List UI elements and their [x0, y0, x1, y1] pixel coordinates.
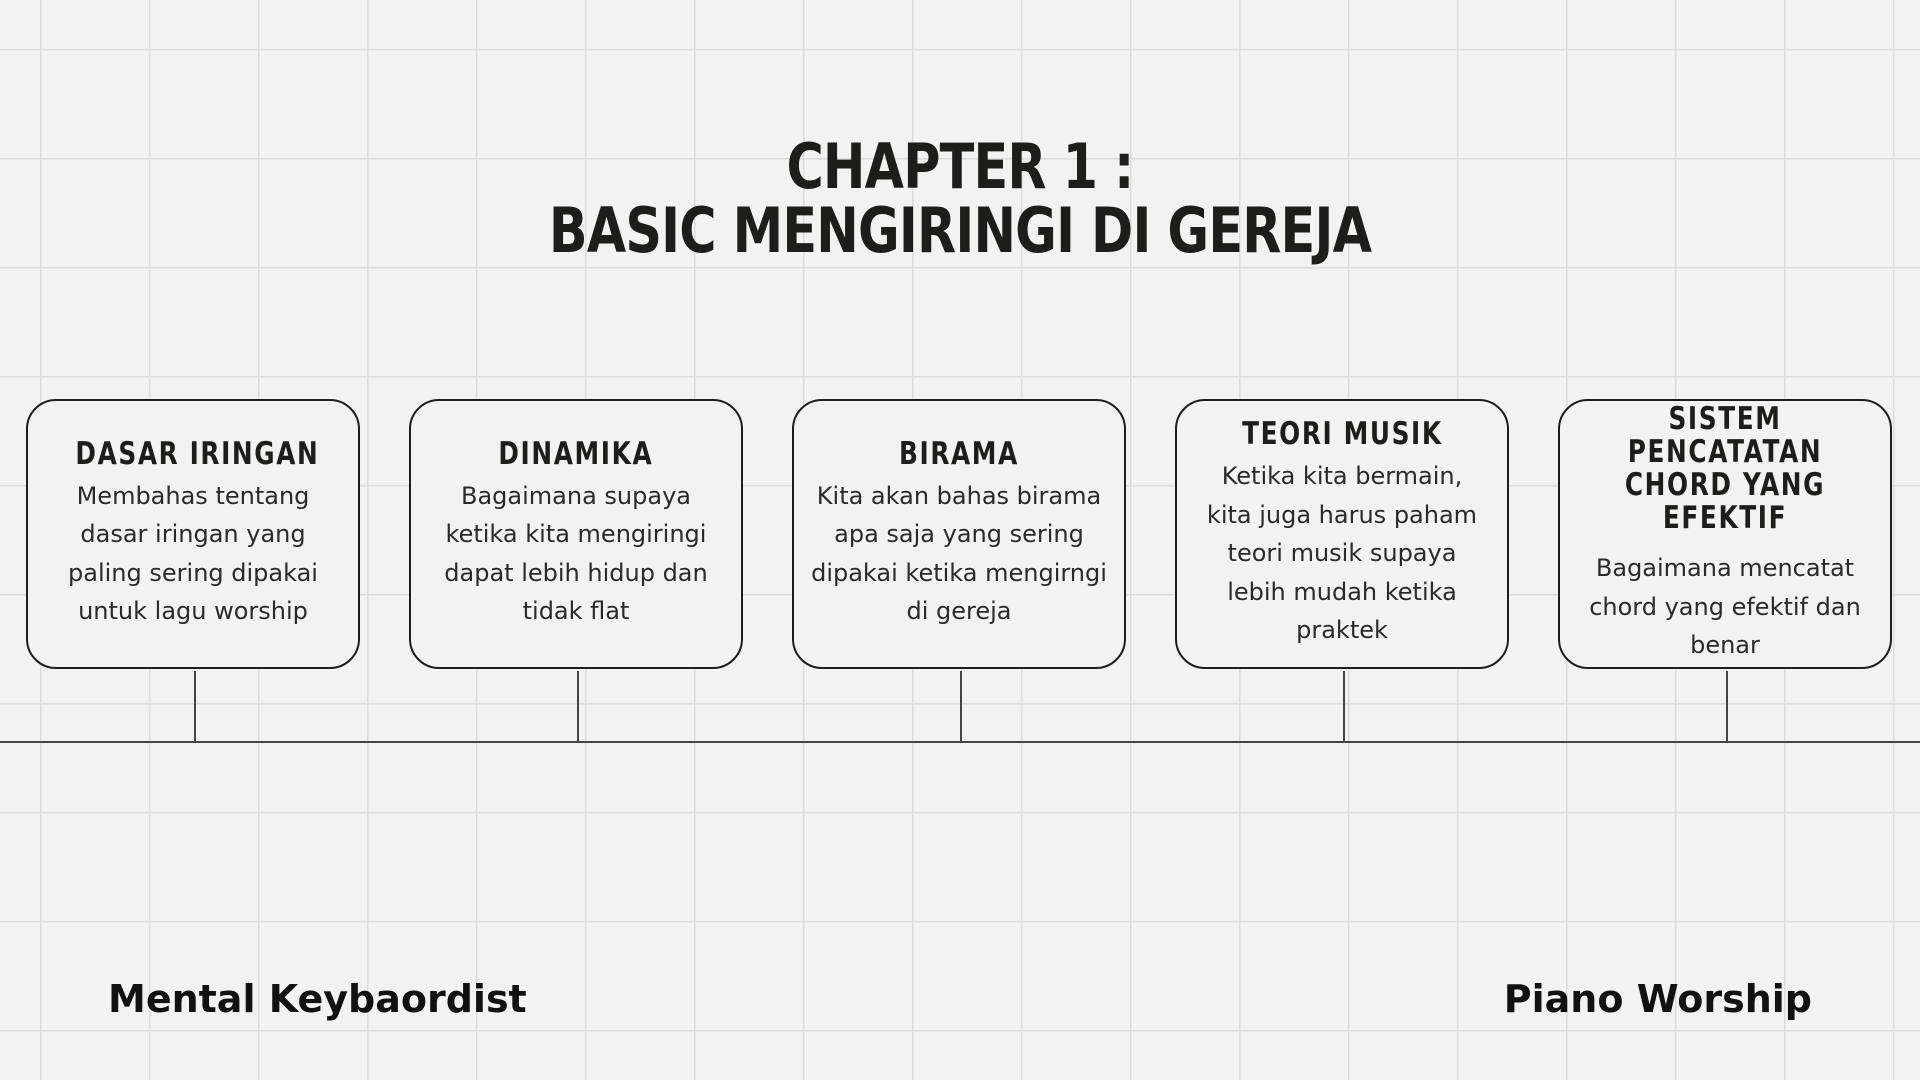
card-description: Ketika kita bermain, kita juga harus paham teori musik supaya lebih mudah ketika praktek	[1206, 462, 1478, 645]
chapter-subtitle: BASIC MENGIRINGI DI GEREJA	[548, 194, 1372, 267]
card-heading: DASAR IRINGAN	[75, 435, 320, 472]
card-description: Bagaimana supaya ketika kita mengiringi dapat lebih hidup dan tidak flat	[444, 481, 708, 625]
timeline-connector	[960, 671, 962, 742]
card-description: Membahas tentang dasar iringan yang paling sering dipakai untuk lagu worship	[68, 481, 318, 625]
timeline-connector	[577, 671, 579, 742]
timeline-connector	[194, 671, 196, 742]
card-description: Bagaimana mencatat chord yang efektif dan benar	[1589, 554, 1861, 660]
timeline-card-dinamika	[409, 399, 743, 669]
footer-brand-left: Mental Keybaordist	[108, 977, 527, 1021]
timeline-connector	[1343, 671, 1345, 742]
timeline-connector	[1726, 671, 1728, 742]
card-description: Kita akan bahas birama apa saja yang sering dipakai ketika mengirngi di gereja	[811, 481, 1107, 625]
card-heading: TEORI MUSIK	[1241, 416, 1443, 453]
timeline-card-birama	[792, 399, 1126, 669]
card-heading: BIRAMA	[899, 435, 1019, 472]
card-heading: DINAMIKA	[498, 435, 654, 472]
card-heading: SISTEM PENCATATAN CHORD YANG EFEKTIF	[1624, 401, 1826, 537]
footer-brand-right: Piano Worship	[1503, 977, 1812, 1021]
timeline-card-sistem-pencatatan-chord	[1558, 399, 1892, 669]
timeline-card-dasar-iringan	[26, 399, 360, 669]
chapter-title: CHAPTER 1 :	[786, 130, 1134, 203]
timeline-card-teori-musik	[1175, 399, 1509, 669]
